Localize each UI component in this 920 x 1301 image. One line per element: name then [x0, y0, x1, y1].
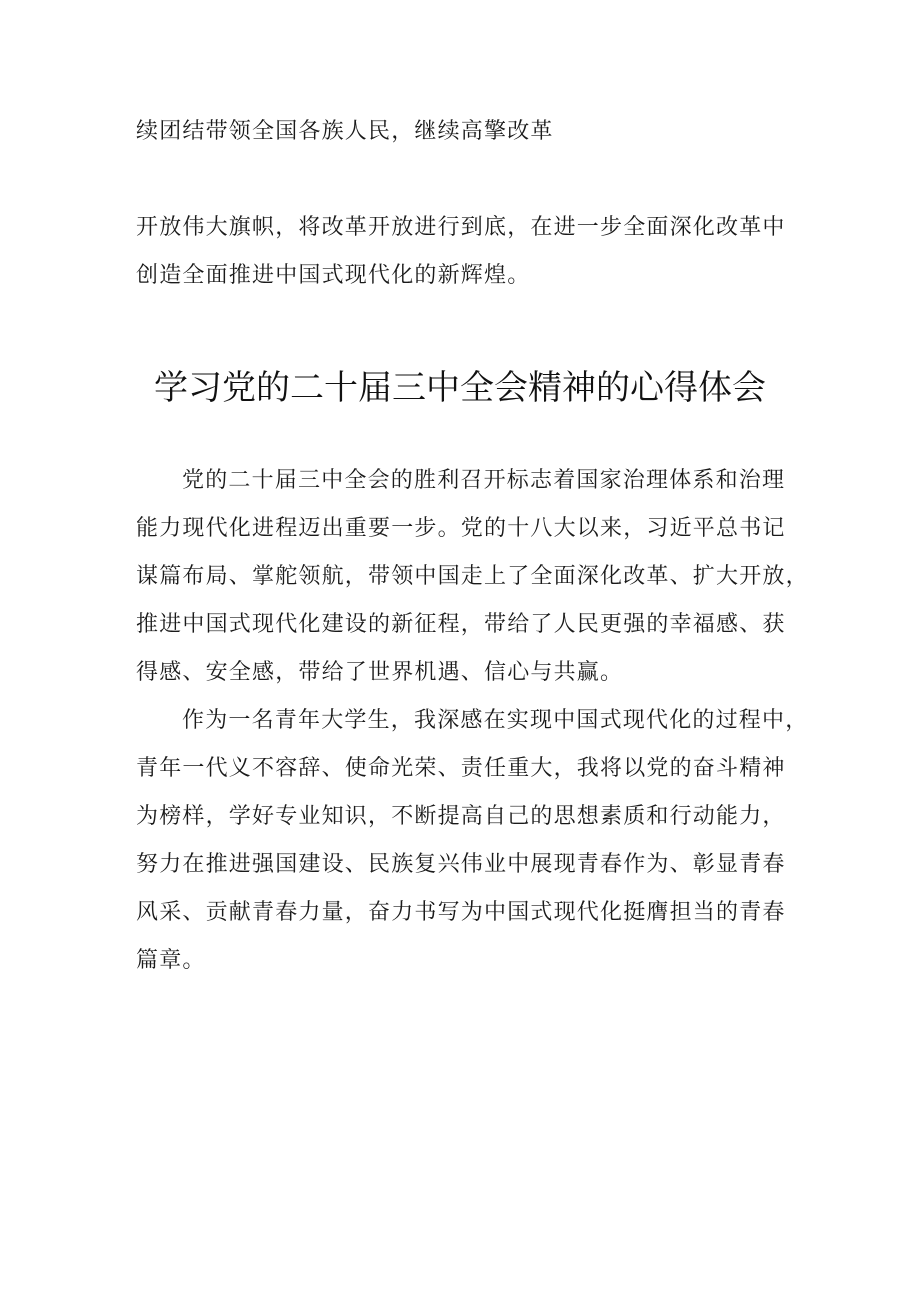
paragraph-line: 得感、安全感，带给了世界机遇、信心与共赢。 — [136, 660, 624, 685]
paragraph-line: 推进中国式现代化建设的新征程，带给了人民更强的幸福感、获 — [136, 612, 786, 637]
paragraph-line: 能力现代化进程迈出重要一步。党的十八大以来，习近平总书记 — [136, 516, 786, 541]
paragraph-line: 谋篇布局、掌舵领航，带领中国走上了全面深化改革、扩大开放， — [136, 564, 809, 589]
paragraph-line: 努力在推进强国建设、民族复兴伟业中展现青春作为、彰显青春 — [136, 852, 786, 877]
intro-line: 创造全面推进中国式现代化的新辉煌。 — [136, 263, 531, 288]
paragraph-line: 青年一代义不容辞、使命光荣、责任重大，我将以党的奋斗精神 — [136, 756, 786, 781]
paragraph-line: 作为一名青年大学生，我深感在实现中国式现代化的过程中， — [182, 708, 809, 733]
intro-line: 续团结带领全国各族人民，继续高擎改革 — [136, 119, 554, 144]
paragraph-line: 党的二十届三中全会的胜利召开标志着国家治理体系和治理 — [182, 468, 786, 493]
paragraph-line: 风采、贡献青春力量，奋力书写为中国式现代化挺膺担当的青春 — [136, 900, 786, 925]
paragraph-line: 篇章。 — [136, 948, 206, 973]
page-title: 学习党的二十届三中全会精神的心得体会 — [154, 368, 766, 408]
paragraph-line: 为榜样，学好专业知识，不断提高自己的思想素质和行动能力， — [136, 804, 786, 829]
intro-line: 开放伟大旗帜，将改革开放进行到底，在进一步全面深化改革中 — [136, 215, 786, 240]
